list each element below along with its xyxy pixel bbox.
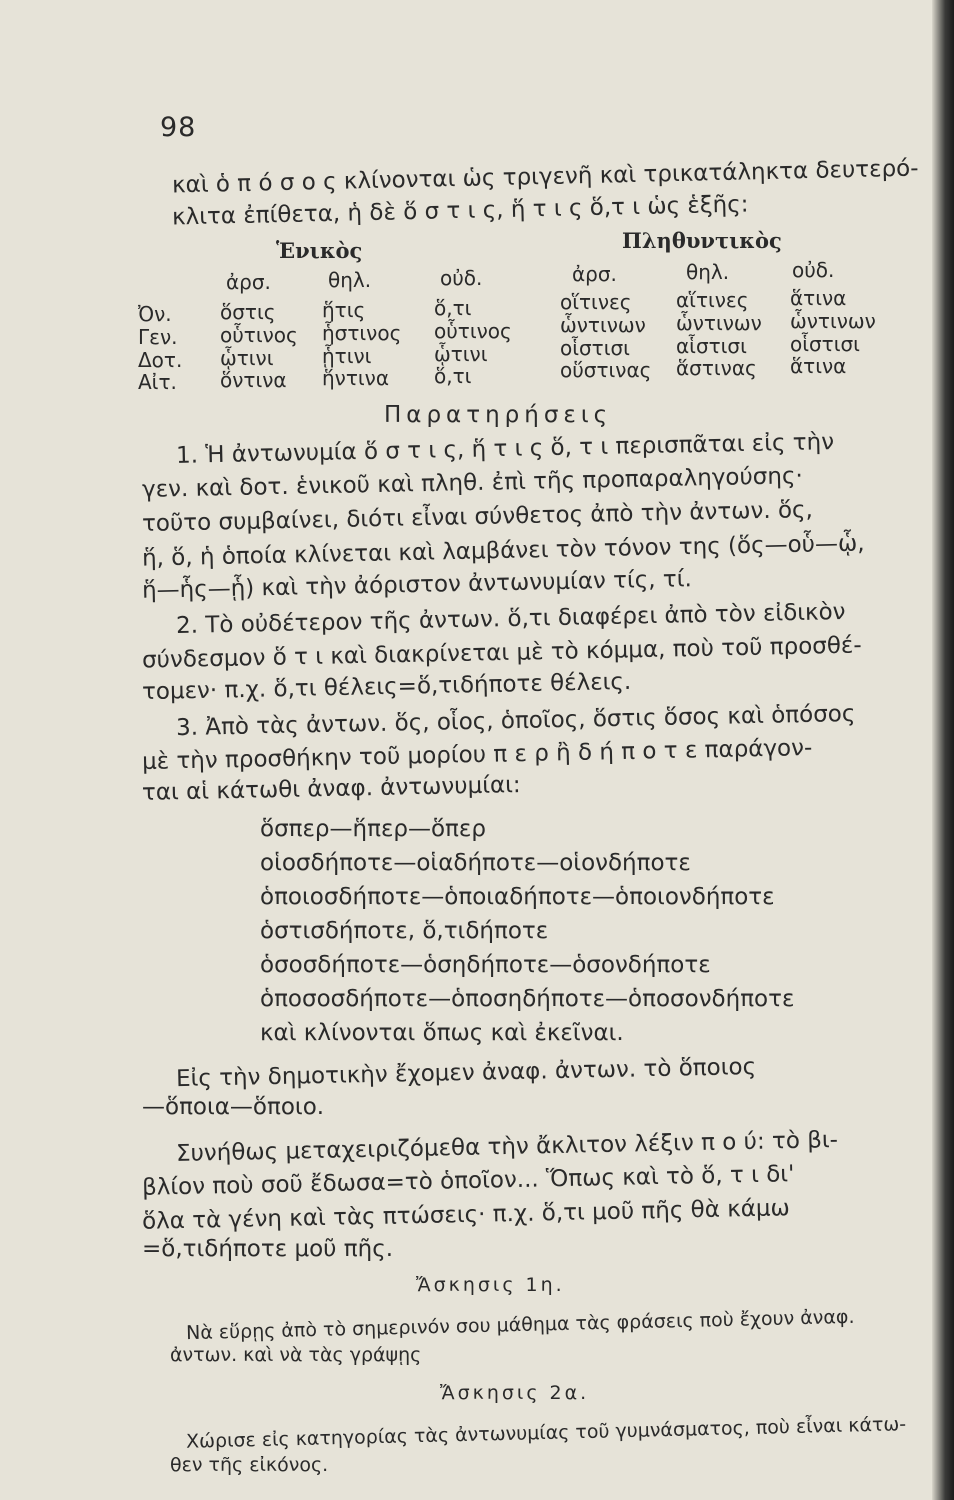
observation-line: γεν. καὶ δοτ. ἑνικοῦ καὶ πληθ. ἐπὶ τῆς προπαραληγούσης· (141, 463, 804, 503)
table-cell: ὧντινων (676, 311, 762, 335)
table-cell: οἵτινες (560, 290, 632, 314)
case-nominative: Ὀν. (138, 302, 172, 326)
exercise-2-line: Χώρισε εἰς κατηγορίας τὰς ἀντωνυμίας τοῦ γυμνάσματος, ποὺ εἶναι κάτω- (185, 1413, 907, 1453)
table-cell: ἧστινος (322, 321, 402, 345)
case-genitive: Γεν. (138, 325, 178, 349)
observation-line: τομεν· π.χ. ὅ,τι θέλεις=ὅ,τιδήποτε θέλεις. (141, 668, 632, 706)
exercise-1-line: ἀντων. καὶ νὰ τὰς γράψῃς (170, 1344, 422, 1366)
usage-line: ὅλα τὰ γένη καὶ τὰς πτώσεις· π.χ. ὅ,τι μοῦ πῆς θὰ κάμω (141, 1195, 791, 1235)
derived-item: ὁποσοσδήποτε—ὁποσηδήποτε—ὁποσονδήποτε (260, 986, 795, 1012)
table-cell: οὗτινος (220, 323, 298, 347)
header-fem-pl: θηλ. (686, 260, 730, 284)
table-cell: ὅντινα (220, 368, 287, 392)
table-cell: ὧντινων (560, 313, 646, 337)
table-cell: ᾗτινι (322, 344, 372, 368)
demotic-line-1: Εἰς τὴν δημοτικὴν ἔχομεν ἀναφ. ἀντων. τὸ ὅποιος (175, 1053, 757, 1093)
derived-item: καὶ κλίνονται ὅπως καὶ ἐκεῖναι. (260, 1020, 624, 1046)
case-dative: Δοτ. (138, 348, 183, 372)
intro-line-2: κλιτα ἐπίθετα, ἡ δὲ ὅ σ τ ι ς, ἥ τ ι ς ὅ,τ ι ὡς ἑξῆς: (171, 191, 749, 231)
derived-item: οἱοσδήποτε—οἱαδήποτε—οἱονδήποτε (260, 850, 691, 876)
observation-line: μὲ τὴν προσθήκην τοῦ μορίου π ε ρ ἢ δ ή π ο τ ε παράγον- (141, 734, 813, 776)
observation-line: 1. Ἡ ἀντωνυμία ὅ σ τ ι ς, ἥ τ ι ς ὅ, τ ι περισπᾶται εἰς τὴν (175, 429, 835, 469)
observation-line: 3. Ἀπὸ τὰς ἀντων. ὅς, οἷος, ὁποῖος, ὅστις ὅσος καὶ ὁπόσος (175, 700, 856, 742)
demotic-line-2: —ὅποια—ὅποιο. (142, 1094, 325, 1120)
table-cell: ὧντινων (790, 309, 876, 333)
observation-line: ἥ—ἧς—ᾗ) καὶ τὴν ἀόριστον ἀντωνυμίαν τίς, τί. (141, 566, 693, 604)
table-cell: ᾧτινι (220, 346, 274, 370)
table-cell: ᾧτινι (434, 342, 488, 366)
observation-line: τοῦτο συμβαίνει, διότι εἶναι σύνθετος ἀπὸ τὴν ἀντων. ὅς, (141, 496, 814, 538)
header-fem-sg: θηλ. (328, 268, 372, 292)
header-masc-pl: ἀρσ. (572, 262, 617, 286)
observation-line: 2. Τὸ οὐδέτερον τῆς ἀντων. ὅ,τι διαφέρει ἀπὸ τὸν εἰδικὸν (175, 598, 846, 640)
case-accusative: Αἰτ. (138, 370, 177, 394)
derived-item: ὅσπερ—ἥπερ—ὅπερ (260, 816, 486, 842)
plural-title: Πληθυντικὸς (622, 228, 782, 253)
intro-line-1: καὶ ὁ π ό σ ο ς κλίνονται ὡς τριγενῆ καὶ τρικατάληκτα δευτερό- (171, 155, 919, 199)
table-cell: ἥτις (322, 298, 366, 322)
singular-title: Ἑνικὸς (276, 238, 363, 263)
derived-item: ὁσοσδήποτε—ὁσηδήποτε—ὁσονδήποτε (260, 952, 711, 978)
exercise-2-title: Ἄσκησις 2α. (440, 1382, 590, 1404)
table-cell: ὅστις (220, 300, 276, 324)
header-neut-pl: οὐδ. (792, 258, 835, 282)
derived-item: ὁστισδήποτε, ὅ,τιδήποτε (260, 918, 549, 944)
table-cell: οὗτινος (434, 319, 512, 343)
table-cell: οἷστισι (790, 332, 860, 356)
table-cell: ἅτινα (790, 286, 847, 310)
exercise-1-title: Ἄσκησις 1η. (416, 1274, 565, 1296)
observation-line: ἥ, ὅ, ἡ ὁποία κλίνεται καὶ λαμβάνει τὸν τόνον της (ὅς—οὗ—ᾧ, (141, 530, 865, 572)
derived-item: ὁποιοσδήποτε—ὁποιαδήποτε—ὁποιονδήποτε (260, 884, 775, 910)
usage-line: βλίον ποὺ σοῦ ἔδωσα=τὸ ὁποῖον... Ὅπως καὶ τὸ ὅ, τ ι δι' (141, 1161, 795, 1201)
table-cell: αἷστισι (676, 334, 747, 358)
usage-line: Συνήθως μεταχειριζόμεθα τὴν ἄκλιτον λέξιν π ο ύ: τὸ βι- (175, 1127, 839, 1167)
header-masc-sg: ἀρσ. (226, 270, 271, 294)
table-cell: ἅτινα (790, 354, 847, 378)
header-neut-sg: οὐδ. (440, 266, 483, 290)
table-cell: οἷστισι (560, 336, 630, 360)
table-cell: ἅστινας (676, 356, 757, 380)
table-cell: ὅ,τι (434, 296, 472, 320)
book-spine-shadow (932, 0, 954, 1500)
usage-line: =ὅ,τιδήποτε μοῦ πῆς. (142, 1236, 394, 1262)
observation-line: ται αἱ κάτωθι ἀναφ. ἀντωνυμίαι: (141, 772, 521, 806)
observations-title: Παρατηρήσεις (384, 402, 613, 428)
table-cell: αἵτινες (676, 288, 749, 312)
table-cell: ὅ,τι (434, 364, 472, 388)
exercise-2-line: θεν τῆς εἰκόνος. (170, 1454, 329, 1476)
table-cell: οὕστινας (560, 358, 652, 382)
exercise-1-line: Νὰ εὕρῃς ἀπὸ τὸ σημερινόν σου μάθημα τὰς φράσεις ποὺ ἔχουν ἀναφ. (185, 1305, 855, 1345)
page-number: 98 (160, 112, 197, 143)
table-cell: ἥντινα (322, 366, 390, 390)
observation-line: σύνδεσμον ὅ τ ι καὶ διακρίνεται μὲ τὸ κόμμα, ποὺ τοῦ προσθέ- (141, 632, 862, 674)
